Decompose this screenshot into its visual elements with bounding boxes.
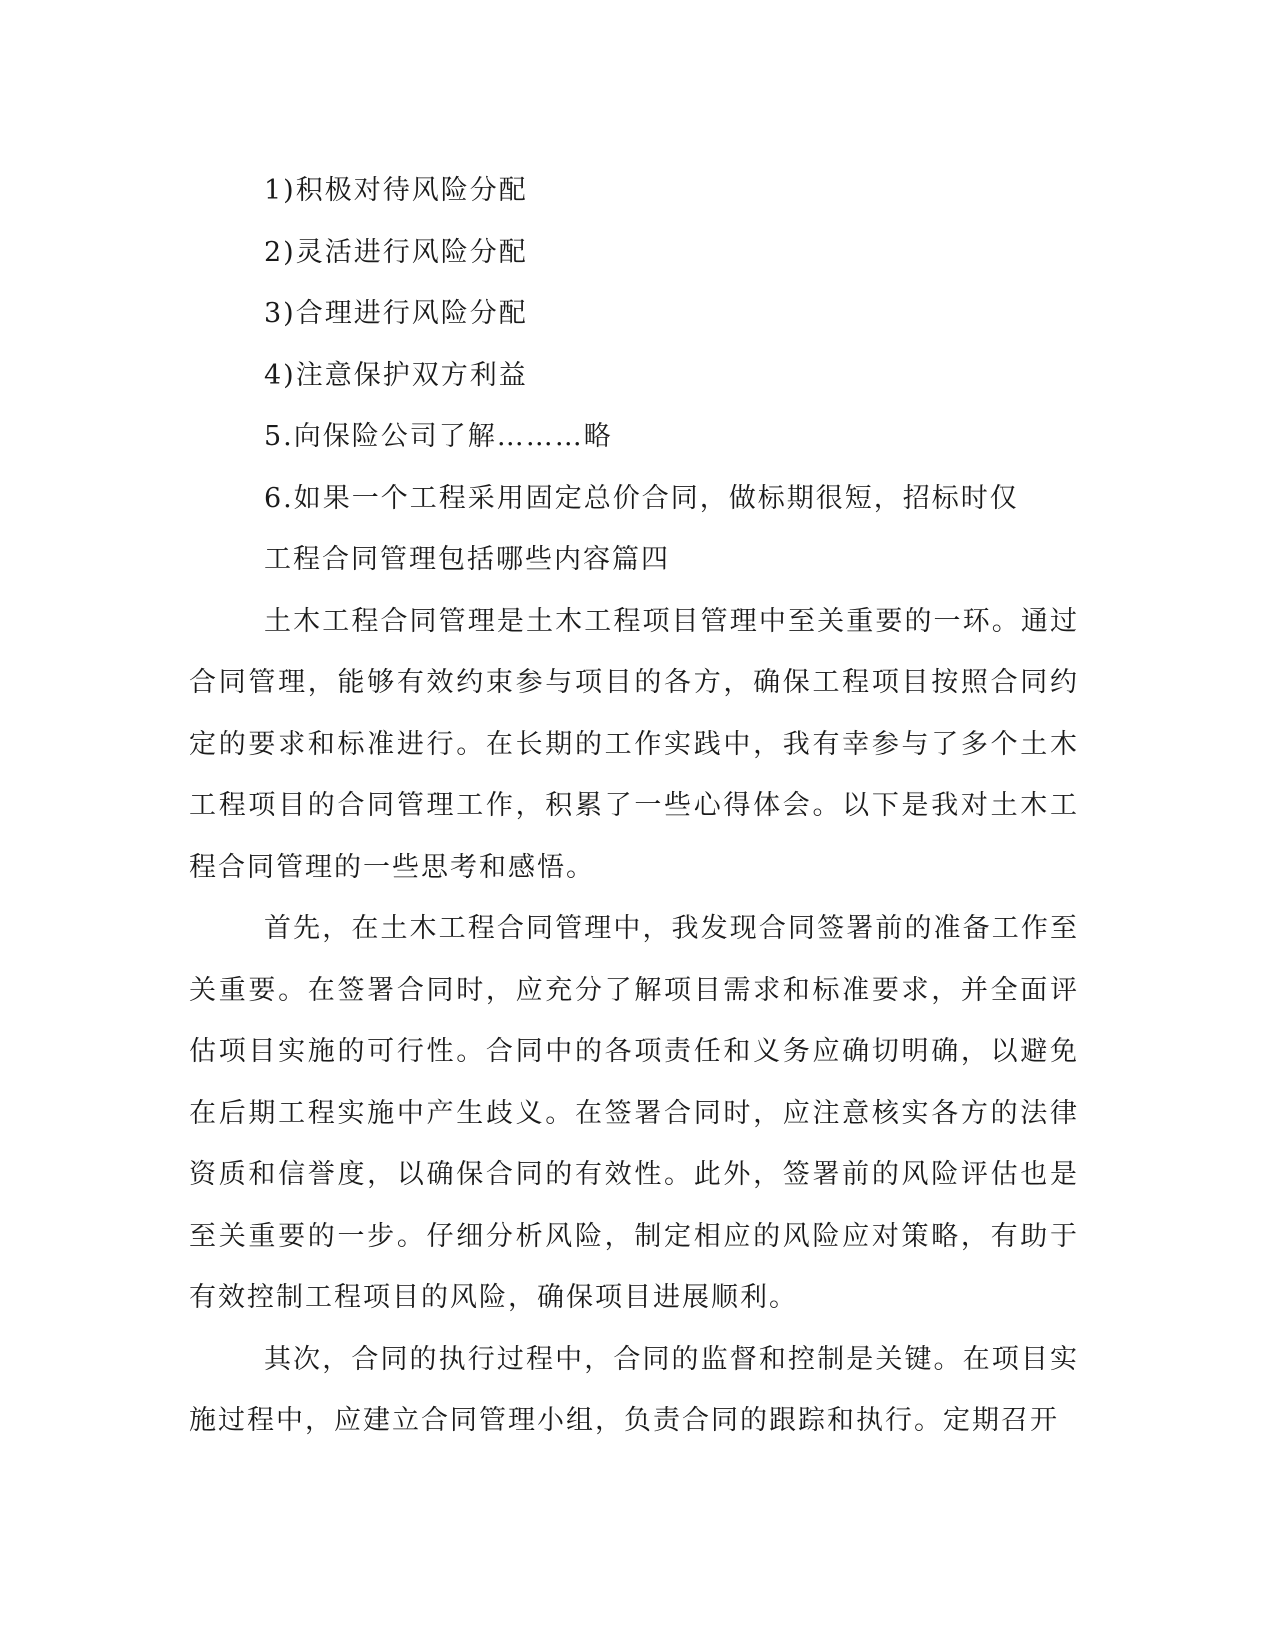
paragraph: 土木工程合同管理是土木工程项目管理中至关重要的一环。通过合同管理，能够有效约束参与项目的各方，确保工程项目按照合同约定的要求和标准进行。在长期的工作实践中，我有幸参与了多个土木工程项目的合同管理工作，积累了一些心得体会。以下是我对土木工程合同管理的一些思考和感悟。 — [189, 605, 1079, 883]
paragraph: 其次，合同的执行过程中，合同的监督和控制是关键。在项目实施过程中，应建立合同管理小组，负责合同的跟踪和执行。定期召开 — [189, 1343, 1079, 1436]
list-item: 5.向保险公司了解………略 — [264, 421, 613, 452]
list-item: 2)灵活进行风险分配 — [264, 236, 528, 268]
list-item: 4)注意保护双方利益 — [264, 359, 528, 391]
list-item: 6.如果一个工程采用固定总价合同，做标期很短，招标时仅 — [264, 482, 1019, 514]
document-body — [189, 160, 1079, 1452]
list-item: 3)合理进行风险分配 — [264, 298, 528, 329]
section-heading: 工程合同管理包括哪些内容篇四 — [264, 544, 670, 575]
list-item: 1)积极对待风险分配 — [264, 175, 528, 206]
paragraph: 首先，在土木工程合同管理中，我发现合同签署前的准备工作至关重要。在签署合同时，应充分了解项目需求和标准要求，并全面评估项目实施的可行性。合同中的各项责任和义务应确切明确，以避免在后期工程实施中产生歧义。在签署合同时，应注意核实各方的法律资质和信誉度，以确保合同的有效性。此外，签署前的风险评估也是至关重要的一步。仔细分析风险，制定相应的风险应对策略，有助于有效控制工程项目的风险，确保项目进展顺利。 — [189, 913, 1079, 1313]
